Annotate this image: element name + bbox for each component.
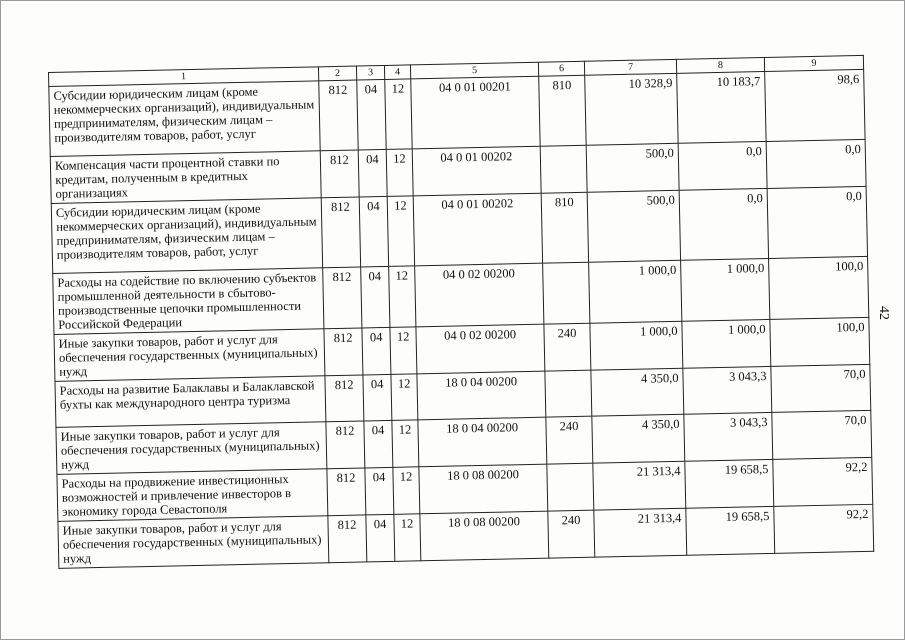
subsection-code: 12 [390, 327, 417, 375]
expense-type-code: 810 [539, 75, 586, 146]
planned-amount: 500,0 [587, 190, 680, 262]
subsection-code: 12 [393, 467, 420, 515]
execution-percent: 100,0 [770, 317, 870, 366]
row-name: Иные закупки товаров, работ и услуг для обеспечения государственных (муниципальных) нужд [54, 329, 325, 382]
ministry-code: 812 [321, 197, 360, 268]
row-name: Субсидии юридическим лицам (кроме некоммерческих организаций), индивидуальным предпринимателям, физическим лицам – производителям товаров, работ, услуг [51, 198, 322, 274]
target-article-code: 04 0 02 00200 [416, 324, 545, 374]
subsection-code: 12 [391, 374, 418, 421]
section-code: 04 [357, 79, 386, 150]
column-number-6: 6 [538, 61, 584, 76]
execution-percent: 0,0 [767, 186, 867, 258]
column-number-7: 7 [584, 59, 676, 75]
column-number-2: 2 [318, 66, 356, 81]
planned-amount: 10 328,9 [585, 73, 678, 145]
expense-type-code: 240 [548, 510, 595, 558]
planned-amount: 21 313,4 [594, 508, 687, 557]
ministry-code: 812 [320, 150, 359, 198]
subsection-code: 12 [394, 514, 421, 562]
executed-amount: 19 658,5 [686, 506, 775, 555]
row-name: Расходы на продвижение инвестиционных возможностей и привлечение инвесторов в экономику города Севастополя [57, 469, 328, 522]
expense-type-code [543, 262, 590, 324]
page-number: 42 [876, 306, 891, 320]
section-code: 04 [359, 196, 388, 267]
subsection-code: 12 [386, 149, 413, 197]
planned-amount: 500,0 [586, 143, 679, 192]
column-number-1: 1 [49, 67, 319, 87]
section-code: 04 [364, 420, 393, 468]
target-article-code: 04 0 01 00202 [412, 146, 541, 196]
row-name: Иные закупки товаров, работ и услуг для обеспечения государственных (муниципальных) нужд [56, 422, 327, 475]
row-name: Компенсация части процентной ставки по кредитам, полученным в кредитных организациях [50, 151, 321, 204]
column-number-3: 3 [356, 65, 384, 80]
subsection-code: 12 [385, 79, 412, 150]
section-code: 04 [362, 327, 391, 375]
subsection-code: 12 [389, 266, 416, 328]
section-code: 04 [366, 514, 395, 562]
executed-amount: 3 043,3 [684, 412, 773, 461]
column-number-8: 8 [676, 57, 764, 73]
section-code: 04 [358, 149, 387, 197]
execution-percent: 70,0 [771, 364, 871, 412]
execution-percent: 0,0 [766, 139, 866, 188]
ministry-code: 812 [328, 515, 367, 563]
target-article-code: 04 0 01 00201 [411, 76, 540, 149]
subsection-code: 12 [392, 420, 419, 468]
expense-type-code [540, 145, 587, 193]
row-name: Иные закупки товаров, работ и услуг для обеспечения государственных (муниципальных) нужд [58, 516, 329, 569]
ministry-code: 812 [327, 468, 366, 516]
execution-percent: 100,0 [769, 256, 869, 319]
planned-amount: 4 350,0 [592, 414, 685, 463]
budget-table [48, 55, 874, 569]
executed-amount: 3 043,3 [683, 366, 772, 414]
execution-percent: 70,0 [772, 410, 872, 459]
execution-percent: 98,6 [765, 69, 865, 141]
ministry-code: 812 [326, 421, 365, 469]
section-code: 04 [361, 266, 390, 328]
target-article-code: 04 0 02 00200 [415, 263, 544, 327]
target-article-code: 04 0 01 00202 [413, 193, 542, 266]
section-code: 04 [363, 374, 392, 421]
subsection-code: 12 [387, 196, 414, 267]
executed-amount: 1 000,0 [682, 319, 771, 368]
planned-amount: 1 000,0 [590, 321, 683, 370]
ministry-code: 812 [325, 375, 364, 422]
executed-amount: 0,0 [678, 141, 767, 190]
expense-type-code [545, 370, 592, 417]
expense-type-code: 240 [546, 416, 593, 464]
planned-amount: 21 313,4 [593, 461, 686, 510]
target-article-code: 18 0 04 00200 [418, 417, 547, 467]
executed-amount: 0,0 [679, 188, 768, 260]
ministry-code: 812 [319, 80, 358, 151]
planned-amount: 1 000,0 [589, 260, 682, 323]
column-number-4: 4 [384, 65, 410, 80]
expense-type-code: 240 [544, 323, 591, 371]
budget-sheet [48, 55, 888, 569]
planned-amount: 4 350,0 [591, 368, 684, 416]
executed-amount: 19 658,5 [685, 459, 774, 508]
target-article-code: 18 0 08 00200 [419, 464, 548, 514]
ministry-code: 812 [323, 267, 362, 329]
ministry-code: 812 [324, 328, 363, 376]
expense-type-code [547, 463, 594, 511]
execution-percent: 92,2 [774, 504, 874, 553]
expense-type-code: 810 [541, 192, 588, 263]
target-article-code: 18 0 04 00200 [417, 371, 546, 420]
executed-amount: 1 000,0 [681, 258, 770, 321]
target-article-code: 18 0 08 00200 [420, 511, 549, 561]
executed-amount: 10 183,7 [677, 71, 766, 143]
row-name: Расходы на развитие Балаклавы и Балаклавской бухты как международного центра туризма [55, 376, 326, 428]
row-name: Расходы на содействие по включению субъектов промышленной деятельности в сбытово-производственные цепочки промышленности Российской Федерации [53, 268, 324, 335]
column-number-5: 5 [410, 62, 538, 79]
row-name: Субсидии юридическим лицам (кроме некоммерческих организаций), индивидуальным предпринимателям, физическим лицам – производителям товаров, работ, услуг [49, 81, 320, 157]
column-number-9: 9 [764, 55, 863, 71]
section-code: 04 [365, 467, 394, 515]
execution-percent: 92,2 [773, 457, 873, 506]
